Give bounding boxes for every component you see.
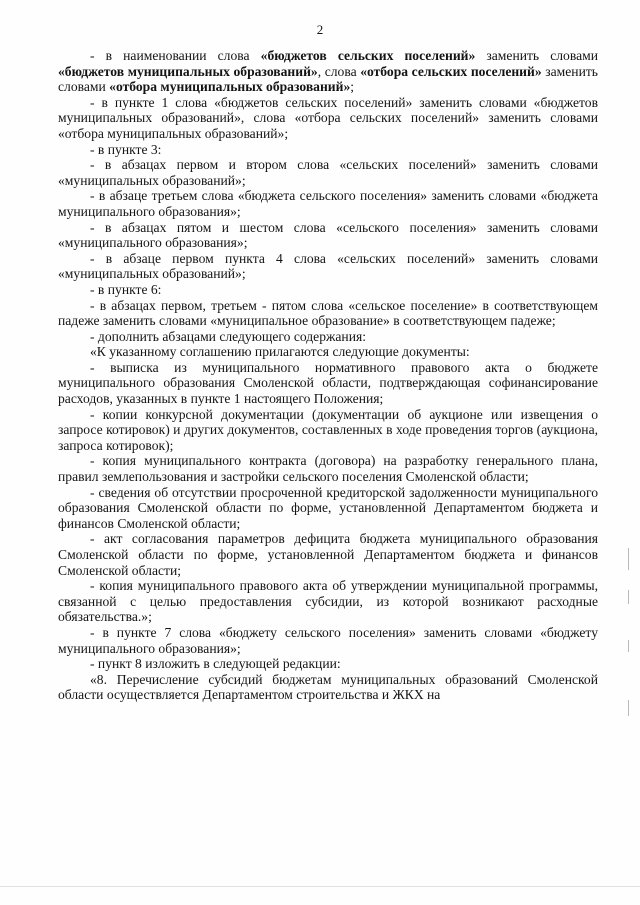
paragraph: «8. Перечисление субсидий бюджетам муниципальных образований Смоленской области осуществляется Департаментом строительства и ЖКХ на (58, 671, 598, 703)
paragraph-title-amendment (58, 48, 598, 95)
bold-phrase: «бюджетов сельских поселений» (260, 48, 476, 63)
text-run: - в наименовании слова (90, 48, 261, 63)
scan-edge-mark (628, 590, 629, 604)
text-run: ; (350, 79, 355, 95)
document-body (58, 48, 598, 703)
paragraph: - в пункте 7 слова «бюджету сельского поселения» заменить словами «бюджету муниципального образования»; (58, 624, 598, 656)
scan-edge-mark (628, 700, 629, 716)
text-run: заменить словами (475, 48, 598, 63)
paragraph: - в абзацах первом, третьем - пятом слова «сельское поселение» в соответствующем падеже заменить словами «муниципальное образование» в соответствующем падеже; (58, 297, 598, 329)
bold-phrase: «бюджетов муниципальных образований» (58, 63, 318, 79)
paragraph: - копия муниципального контракта (договора) на разработку генерального плана, правил землепользования и застройки сельского поселения Смоленской области; (58, 453, 598, 485)
text-run: заменить словами (58, 63, 598, 95)
paragraph: - дополнить абзацами следующего содержания: (90, 328, 367, 344)
paragraph: - в пункте 6: (90, 281, 162, 297)
paragraph: - в пункте 1 слова «бюджетов сельских поселений» заменить словами «бюджетов муниципальных образований», слова «отбора сельских поселений» заменить словами «отбора муниципальных образований»; (58, 94, 598, 141)
paragraph: - акт согласования параметров дефицита бюджета муниципального образования Смоленской области по форме, установленной Департаментом бюджета и финансов Смоленской области; (58, 531, 598, 578)
scan-bottom-edge (0, 886, 640, 887)
paragraph: - в абзацах первом и втором слова «сельских поселений» заменить словами «муниципальных образований»; (58, 157, 598, 188)
paragraph: - в абзацах пятом и шестом слова «сельского поселения» заменить словами «муниципального образования»; (58, 219, 598, 251)
paragraph: - сведения об отсутствии просроченной кредиторской задолженности муниципального образования Смоленской области по форме, установленной Департаментом бюджета и финансов Смоленской области; (58, 484, 598, 531)
scan-edge-mark (628, 548, 629, 570)
paragraph: «К указанному соглашению прилагаются следующие документы: (90, 344, 470, 360)
paragraph: - в абзаце третьем слова «бюджета сельского поселения» заменить словами «бюджета муниципального образования»; (58, 188, 598, 219)
bold-phrase: «отбора муниципальных образований» (109, 79, 351, 95)
scan-edge-mark (628, 640, 629, 652)
paragraph: - в абзаце первом пункта 4 слова «сельских поселений» заменить словами «муниципальных образований»; (58, 250, 598, 282)
paragraph: - пункт 8 изложить в следующей редакции: (90, 656, 341, 672)
paragraph: - в пункте 3: (90, 141, 162, 157)
text-run: , слова (317, 63, 361, 79)
paragraph: - выписка из муниципального нормативного правового акта о бюджете муниципального образования Смоленской области, подтверждающая софинансирование расходов, указанных в пункте 1 настоящего Положения; (58, 359, 598, 407)
paragraph: - копии конкурсной документации (документации об аукционе или извещения о запросе котировок) и других документов, составленных в ходе проведения торгов (аукциона, запроса котировок); (58, 406, 598, 453)
page-number: 2 (316, 22, 324, 37)
paragraph: - копия муниципального правового акта об утверждении муниципальной программы, связанной с целью предоставления субсидии, из которой возникают расходные обязательства.»; (58, 578, 598, 625)
bold-phrase: «отбора сельских поселений» (360, 63, 542, 79)
